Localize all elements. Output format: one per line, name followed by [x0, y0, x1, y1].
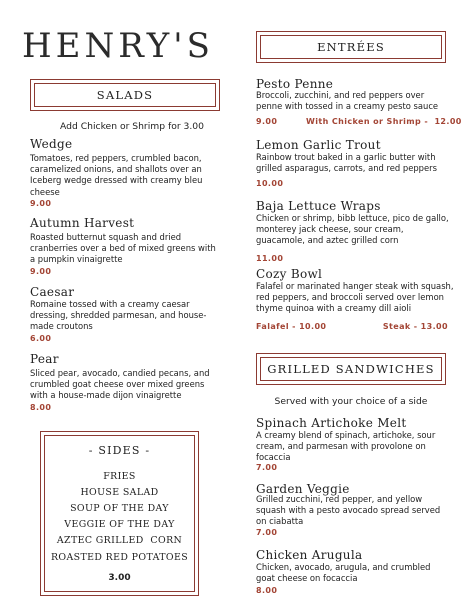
sandwich-item-name: Chicken Arugula: [256, 548, 363, 562]
entree-item-name: Cozy Bowl: [256, 267, 323, 281]
sides-inner-border: [44, 435, 195, 592]
side-item: FRIES: [103, 471, 136, 482]
sides-price: 3.00: [108, 573, 131, 583]
entree-item-price-alt: Steak - 13.00: [382, 322, 448, 331]
entree-item-description: Chicken or shrimp, bibb lettuce, pico de gallo, monterey jack cheese, sour cream, guacamole, and aztec grilled corn: [256, 213, 449, 246]
salad-item-price: 8.00: [30, 403, 52, 412]
salad-item-description: Romaine tossed with a creamy caesar dressing, shredded parmesan, and house-made croutons: [30, 299, 207, 332]
entree-item-price: 10.00: [256, 179, 284, 188]
side-item: ROASTED RED POTATOES: [50, 552, 189, 563]
sandwiches-heading-box: [256, 353, 446, 385]
salad-item-name: Wedge: [30, 137, 73, 151]
salad-item-description: Sliced pear, avocado, candied pecans, and crumbled goat cheese over mixed greens with a house-made dijon vinaigrette: [30, 368, 210, 401]
salad-item-description: Tomatoes, red peppers, crumbled bacon, caramelized onions, and shallots over an Iceberg wedge dressed with creamy bleu cheese: [30, 153, 203, 197]
salads-heading-box: [30, 79, 220, 111]
entree-item-name: Baja Lettuce Wraps: [256, 199, 381, 213]
side-item: HOUSE SALAD: [80, 487, 159, 498]
salad-item-name: Pear: [30, 352, 59, 366]
salads-add-protein-note: Add Chicken or Shrimp for 3.00: [60, 121, 204, 132]
salad-item-name: Autumn Harvest: [30, 216, 135, 230]
sandwich-item-name: Garden Veggie: [256, 482, 350, 496]
sandwich-item-price: 8.00: [256, 586, 278, 595]
side-item: SOUP OF THE DAY: [70, 503, 169, 514]
salads-heading: SALADS: [34, 83, 216, 107]
entree-item-description: Broccoli, zucchini, and red peppers over penne with tossed in a creamy pesto sauce: [256, 90, 439, 112]
entree-item-name: Pesto Penne: [256, 77, 334, 91]
salad-item-price: 9.00: [30, 267, 52, 276]
sandwich-item-price: 7.00: [256, 528, 278, 537]
entree-item-price: Falafel - 10.00: [256, 322, 327, 331]
salad-item-price: 9.00: [30, 199, 52, 208]
entrees-heading-box: [256, 31, 446, 63]
sides-heading: - SIDES -: [88, 444, 151, 457]
restaurant-logo: HENRY'S: [22, 26, 214, 66]
entree-item-description: Falafel or marinated hanger steak with squash, red peppers, and broccoli served over lemon thyme quinoa with a creamy dill aioli: [256, 281, 454, 314]
sandwiches-heading: GRILLED SANDWICHES: [260, 357, 442, 381]
entree-item-price: 11.00: [256, 254, 284, 263]
entree-item-price: 9.00: [256, 117, 278, 126]
entree-item-price-alt: With Chicken or Shrimp - 12.00: [306, 117, 462, 126]
entrees-heading: ENTRÉES: [260, 35, 442, 59]
sandwich-item-description: Chicken, avocado, arugula, and crumbled goat cheese on focaccia: [256, 562, 431, 584]
sides-box: [40, 431, 199, 596]
entree-item-description: Rainbow trout baked in a garlic butter with grilled asparagus, carrots, and red peppers: [256, 152, 437, 174]
sandwich-item-description: A creamy blend of spinach, artichoke, sour cream, and parmesan with provolone on focaccia: [256, 430, 436, 463]
side-item: AZTEC GRILLED CORN: [56, 535, 183, 546]
sandwiches-side-note: Served with your choice of a side: [274, 396, 428, 407]
side-item: VEGGIE OF THE DAY: [64, 519, 175, 530]
salad-item-price: 6.00: [30, 334, 52, 343]
salad-item-name: Caesar: [30, 285, 75, 299]
sandwich-item-description: Grilled zucchini, red pepper, and yellow squash with a pesto avocado spread served on ciabatta: [256, 494, 441, 527]
salad-item-description: Roasted butternut squash and dried cranberries over a bed of mixed greens with a pumpkin vinaigrette: [30, 232, 216, 265]
entree-item-name: Lemon Garlic Trout: [256, 138, 381, 152]
sandwich-item-price: 7.00: [256, 463, 278, 472]
sandwich-item-name: Spinach Artichoke Melt: [256, 416, 407, 430]
